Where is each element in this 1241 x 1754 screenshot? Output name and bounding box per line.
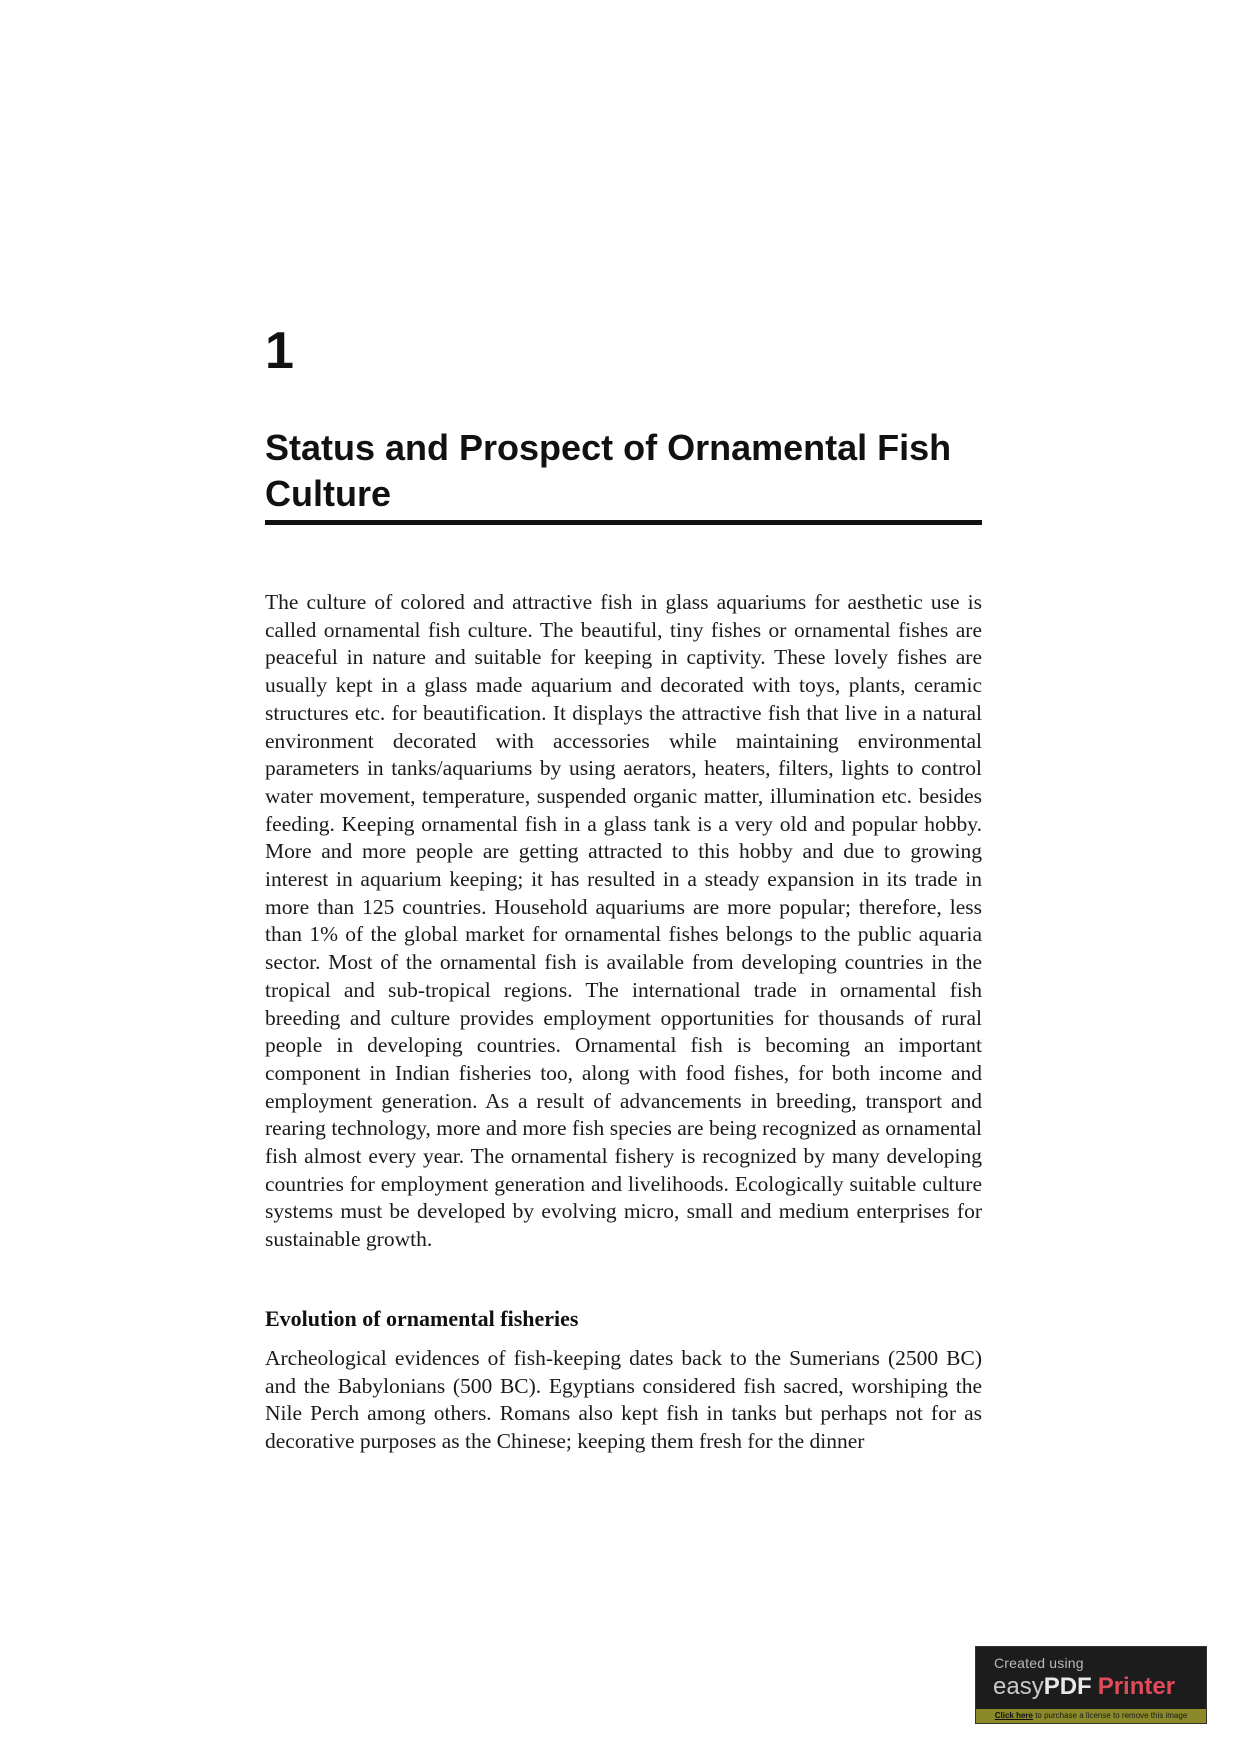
watermark-purchase-link[interactable]: Click here <box>994 1711 1033 1720</box>
section-heading: Evolution of ornamental fisheries <box>265 1306 579 1331</box>
easypdf-watermark-badge[interactable] <box>975 1646 1207 1724</box>
watermark-footer <box>976 1709 1206 1723</box>
watermark-footer-text: to purchase a license to remove this image <box>1032 1711 1188 1720</box>
watermark-brand-easy: easy <box>993 1673 1044 1700</box>
chapter-title: Status and Prospect of Ornamental Fish Culture <box>265 427 952 514</box>
title-divider <box>265 520 982 525</box>
section-paragraph: Archeological evidences of fish-keeping dates back to the Sumerians (2500 BC) and the Babylonians (500 BC). Egyptians considered fish sacred, worshiping the Nile Perch among others. Romans also kept fish in tanks but perhaps not for as decorative purposes as the Chinese; keeping them fresh for the dinner <box>265 1346 982 1454</box>
watermark-brand-pdf: PDF <box>1043 1673 1092 1700</box>
intro-paragraph: The culture of colored and attractive fish in glass aquariums for aesthetic use is called ornamental fish culture. The beautiful, tiny fishes or ornamental fishes are peaceful in nature and suitable for keeping in captivity. These lovely fishes are usually kept in a glass made aquarium and decorated with toys, plants, ceramic structures etc. for beautification. It displays the attractive fish that live in a natural environment decorated with accessories while maintaining environmental parameters in tanks/aquariums by using aerators, heaters, filters, lights to control water movement, temperature, suspended organic matter, illumination etc. besides feeding. Keeping ornamental fish in a glass tank is a very old and popular hobby. More and more people are getting attracted to this hobby and due to growing interest in aquarium keeping; it has resulted in a steady expansion in its trade in more than 125 countries. Household aquariums are more popular; therefore, less than 1% of the global market for ornamental fishes belongs to the public aquaria sector. Most of the ornamental fish is available from developing countries in the tropical and sub-tropical regions. The international trade in ornamental fish breeding and culture provides employment opportunities for thousands of rural people in developing countries. Ornamental fish is becoming an important component in Indian fisheries too, along with food fishes, for both income and employment generation. As a result of advancements in breeding, transport and rearing technology, more and more fish species are being recognized as ornamental fish almost every year. The ornamental fishery is recognized by many developing countries for employment generation and livelihoods. Ecologically suitable culture systems must be developed by evolving micro, small and medium enterprises for sustainable growth. <box>265 590 982 1252</box>
watermark-brand <box>993 1673 1175 1701</box>
chapter-number: 1 <box>265 322 294 380</box>
watermark-created-using: Created using <box>994 1655 1084 1671</box>
watermark-brand-printer: Printer <box>1097 1673 1176 1700</box>
